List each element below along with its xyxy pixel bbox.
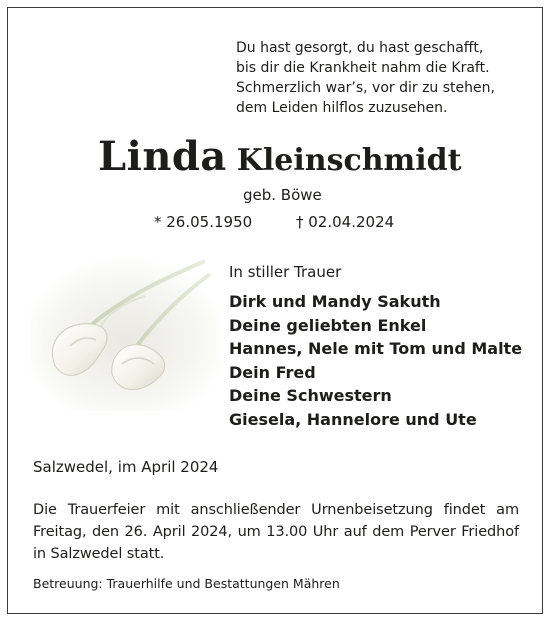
deceased-first-name: Linda [98,133,227,180]
deceased-last-name: Kleinschmidt [236,143,462,178]
poem-line: Du hast gesorgt, du hast geschafft, [236,40,484,56]
birth-date: * 26.05.1950 [154,213,253,231]
calla-lily-icon [30,256,220,411]
funeral-info: Die Trauerfeier mit anschließender Urnenbeisetzung findet am Freitag, den 26. April 2024, um 13.00 Uhr auf dem Perver Friedhof in Salzwedel statt. [33,502,519,562]
obituary-notice [7,7,543,614]
mourner-line: Deine Schwestern [229,386,392,405]
deceased-name [98,133,478,180]
mourner-line: Dirk und Mandy Sakuth [229,292,441,311]
poem-line: dem Leiden hilflos zuzusehen. [236,100,448,116]
undertaker-credit: Betreuung: Trauerhilfe und Bestattungen Mähren [33,576,340,591]
place-date: Salzwedel, im April 2024 [33,458,219,476]
birth-name: geb. Böwe [243,186,322,204]
poem-line: bis dir die Krankheit nahm die Kraft. [236,60,490,76]
poem-line: Schmerzlich war’s, vor dir zu stehen, [236,80,495,96]
poem [236,38,526,118]
mourner-line: Giesela, Hannelore und Ute [229,409,477,429]
mourners-intro: In stiller Trauer [229,263,342,281]
mourners-list [229,290,522,431]
mourner-line: Hannes, Nele mit Tom und Malte [229,339,523,358]
death-date: † 02.04.2024 [296,213,395,231]
mourner-line: Deine geliebten Enkel [229,315,427,335]
mourner-line: Dein Fred [229,362,316,382]
